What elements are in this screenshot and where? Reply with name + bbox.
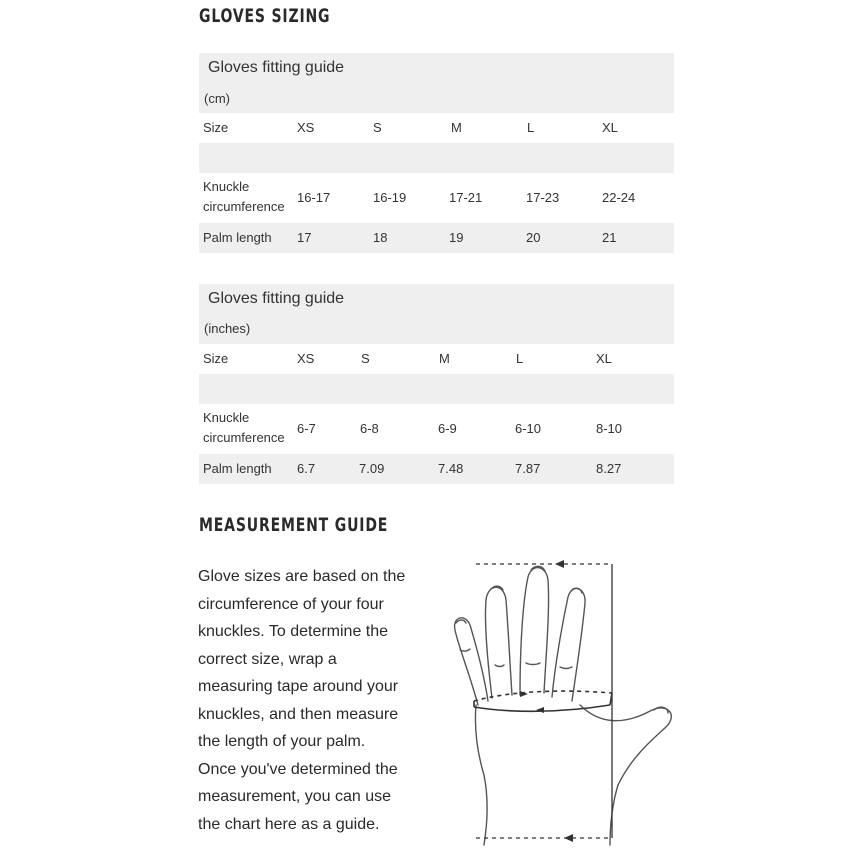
header-cell: XS	[297, 120, 315, 135]
table-unit: (inches)	[204, 321, 251, 336]
instruction-line: measurement, you can use	[198, 788, 391, 805]
table-spacer-row	[199, 143, 674, 173]
measurement-instructions	[198, 563, 438, 838]
table-cell: 8-10	[596, 421, 623, 436]
table-cell: 7.48	[438, 461, 464, 476]
table-cell: 17	[297, 230, 312, 245]
table-cell: 6-10	[515, 421, 542, 436]
instruction-line: correct size, wrap a	[198, 650, 337, 668]
table-header-row	[199, 113, 674, 143]
sizing-table-inches	[199, 284, 674, 484]
sizing-table-cm	[199, 53, 674, 253]
header-cell: S	[361, 351, 370, 366]
header-cell: L	[516, 351, 524, 366]
table-cell: 16-17	[297, 190, 331, 205]
instruction-line: the length of your palm.	[198, 733, 366, 750]
table-spacer-row	[199, 374, 674, 404]
instruction-line: knuckles. To determine the	[198, 623, 389, 640]
table-cell: 17-23	[526, 190, 560, 205]
header-cell: XL	[596, 351, 612, 366]
table-cell: 6-9	[438, 421, 457, 436]
table-cell: 16-19	[373, 190, 407, 205]
row-label: Palm length	[203, 230, 272, 245]
instruction-line: Once you've determined the	[198, 760, 398, 778]
table-row	[199, 173, 674, 223]
hand-measurement-icon	[440, 555, 690, 850]
table-title: Gloves fitting guide	[208, 290, 345, 307]
instruction-line: Glove sizes are based on the	[198, 568, 406, 585]
header-cell: XL	[602, 120, 618, 135]
row-label: Knuckle circumference	[203, 179, 285, 214]
hand-illustration	[440, 555, 690, 850]
table-cell: 6-8	[360, 421, 379, 436]
table-cell: 8.27	[596, 461, 622, 476]
table-header-row	[199, 344, 674, 374]
table-row	[199, 454, 674, 484]
table-cell: 6-7	[297, 421, 316, 436]
header-cell: Size	[203, 351, 229, 366]
instruction-line: knuckles, and then measure	[198, 705, 399, 723]
header-cell: M	[451, 120, 462, 135]
header-cell: Size	[203, 120, 229, 135]
header-cell: S	[373, 120, 382, 135]
row-label: Knuckle circumference	[203, 410, 285, 445]
table-cell: 18	[373, 230, 388, 245]
table-title-row	[199, 284, 674, 344]
table-cell: 7.87	[515, 461, 541, 476]
table-cell: 17-21	[449, 190, 483, 205]
header-cell: XS	[297, 351, 315, 366]
table-cell: 6.7	[297, 461, 316, 476]
table-unit: (cm)	[204, 91, 230, 106]
table-cell: 21	[602, 230, 617, 245]
table-row	[199, 404, 674, 454]
row-label: Palm length	[203, 461, 272, 476]
measurement-guide-heading: MEASUREMENT GUIDE	[199, 514, 389, 536]
gloves-sizing-heading: GLOVES SIZING	[199, 5, 331, 27]
table-cell: 7.09	[359, 461, 385, 476]
header-cell: M	[439, 351, 450, 366]
table-title-row	[199, 53, 674, 113]
instruction-line: the chart here as a guide.	[198, 815, 380, 833]
instruction-line: circumference of your four	[198, 595, 384, 613]
table-cell: 19	[449, 230, 464, 245]
instruction-line: measuring tape around your	[198, 678, 399, 695]
table-title: Gloves fitting guide	[208, 59, 345, 76]
table-cell: 22-24	[602, 190, 636, 205]
table-row	[199, 223, 674, 253]
header-cell: L	[527, 120, 535, 135]
table-cell: 20	[526, 230, 541, 245]
